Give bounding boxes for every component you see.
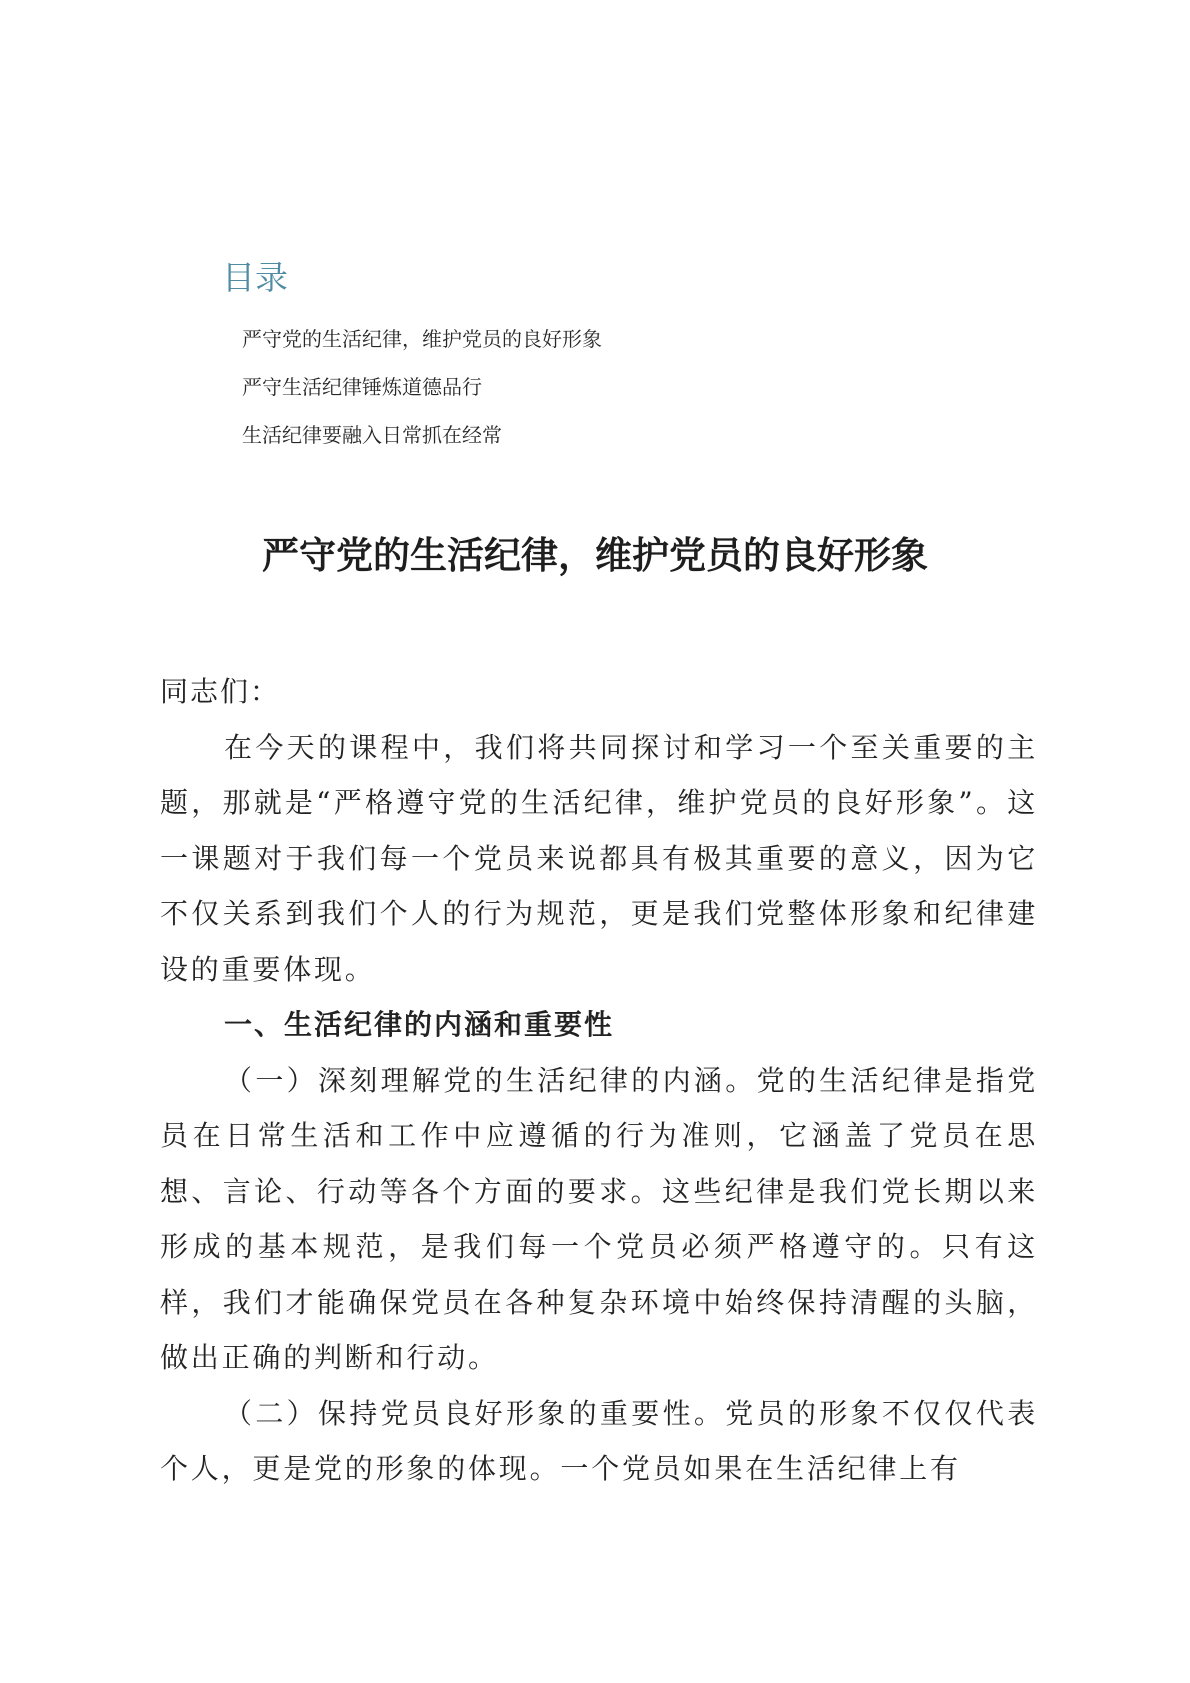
body-paragraph: （一）深刻理解党的生活纪律的内涵。党的生活纪律是指党员在日常生活和工作中应遵循的行为准则，它涵盖了党员在思想、言论、行动等各个方面的要求。这些纪律是我们党长期以来形成的基本规范，是我们每一个党员必须严格遵守的。只有这样，我们才能确保党员在各种复杂环境中始终保持清醒的头脑，做出正确的判断和行动。 xyxy=(160,1063,1038,1374)
toc-list xyxy=(242,327,602,471)
toc-item[interactable]: 生活纪律要融入日常抓在经常 xyxy=(242,423,502,447)
toc-item[interactable]: 严守生活纪律锤炼道德品行 xyxy=(242,375,482,399)
document-body xyxy=(160,664,1038,1497)
toc-title: 目录 xyxy=(222,258,288,297)
section-heading: 一、生活纪律的内涵和重要性 xyxy=(224,1008,615,1041)
toc-item[interactable]: 严守党的生活纪律，维护党员的良好形象 xyxy=(242,327,602,351)
body-paragraph: （二）保持党员良好形象的重要性。党员的形象不仅仅代表个人，更是党的形象的体现。一个党员如果在生活纪律上有 xyxy=(160,1396,1038,1485)
intro-paragraph: 在今天的课程中，我们将共同探讨和学习一个至关重要的主题，那就是“严格遵守党的生活纪律，维护党员的良好形象”。这一课题对于我们每一个党员来说都具有极其重要的意义，因为它不仅关系到我们个人的行为规范，更是我们党整体形象和纪律建设的重要体现。 xyxy=(160,730,1038,986)
document-title: 严守党的生活纪律，维护党员的良好形象 xyxy=(262,534,928,577)
salutation: 同志们： xyxy=(160,675,281,708)
